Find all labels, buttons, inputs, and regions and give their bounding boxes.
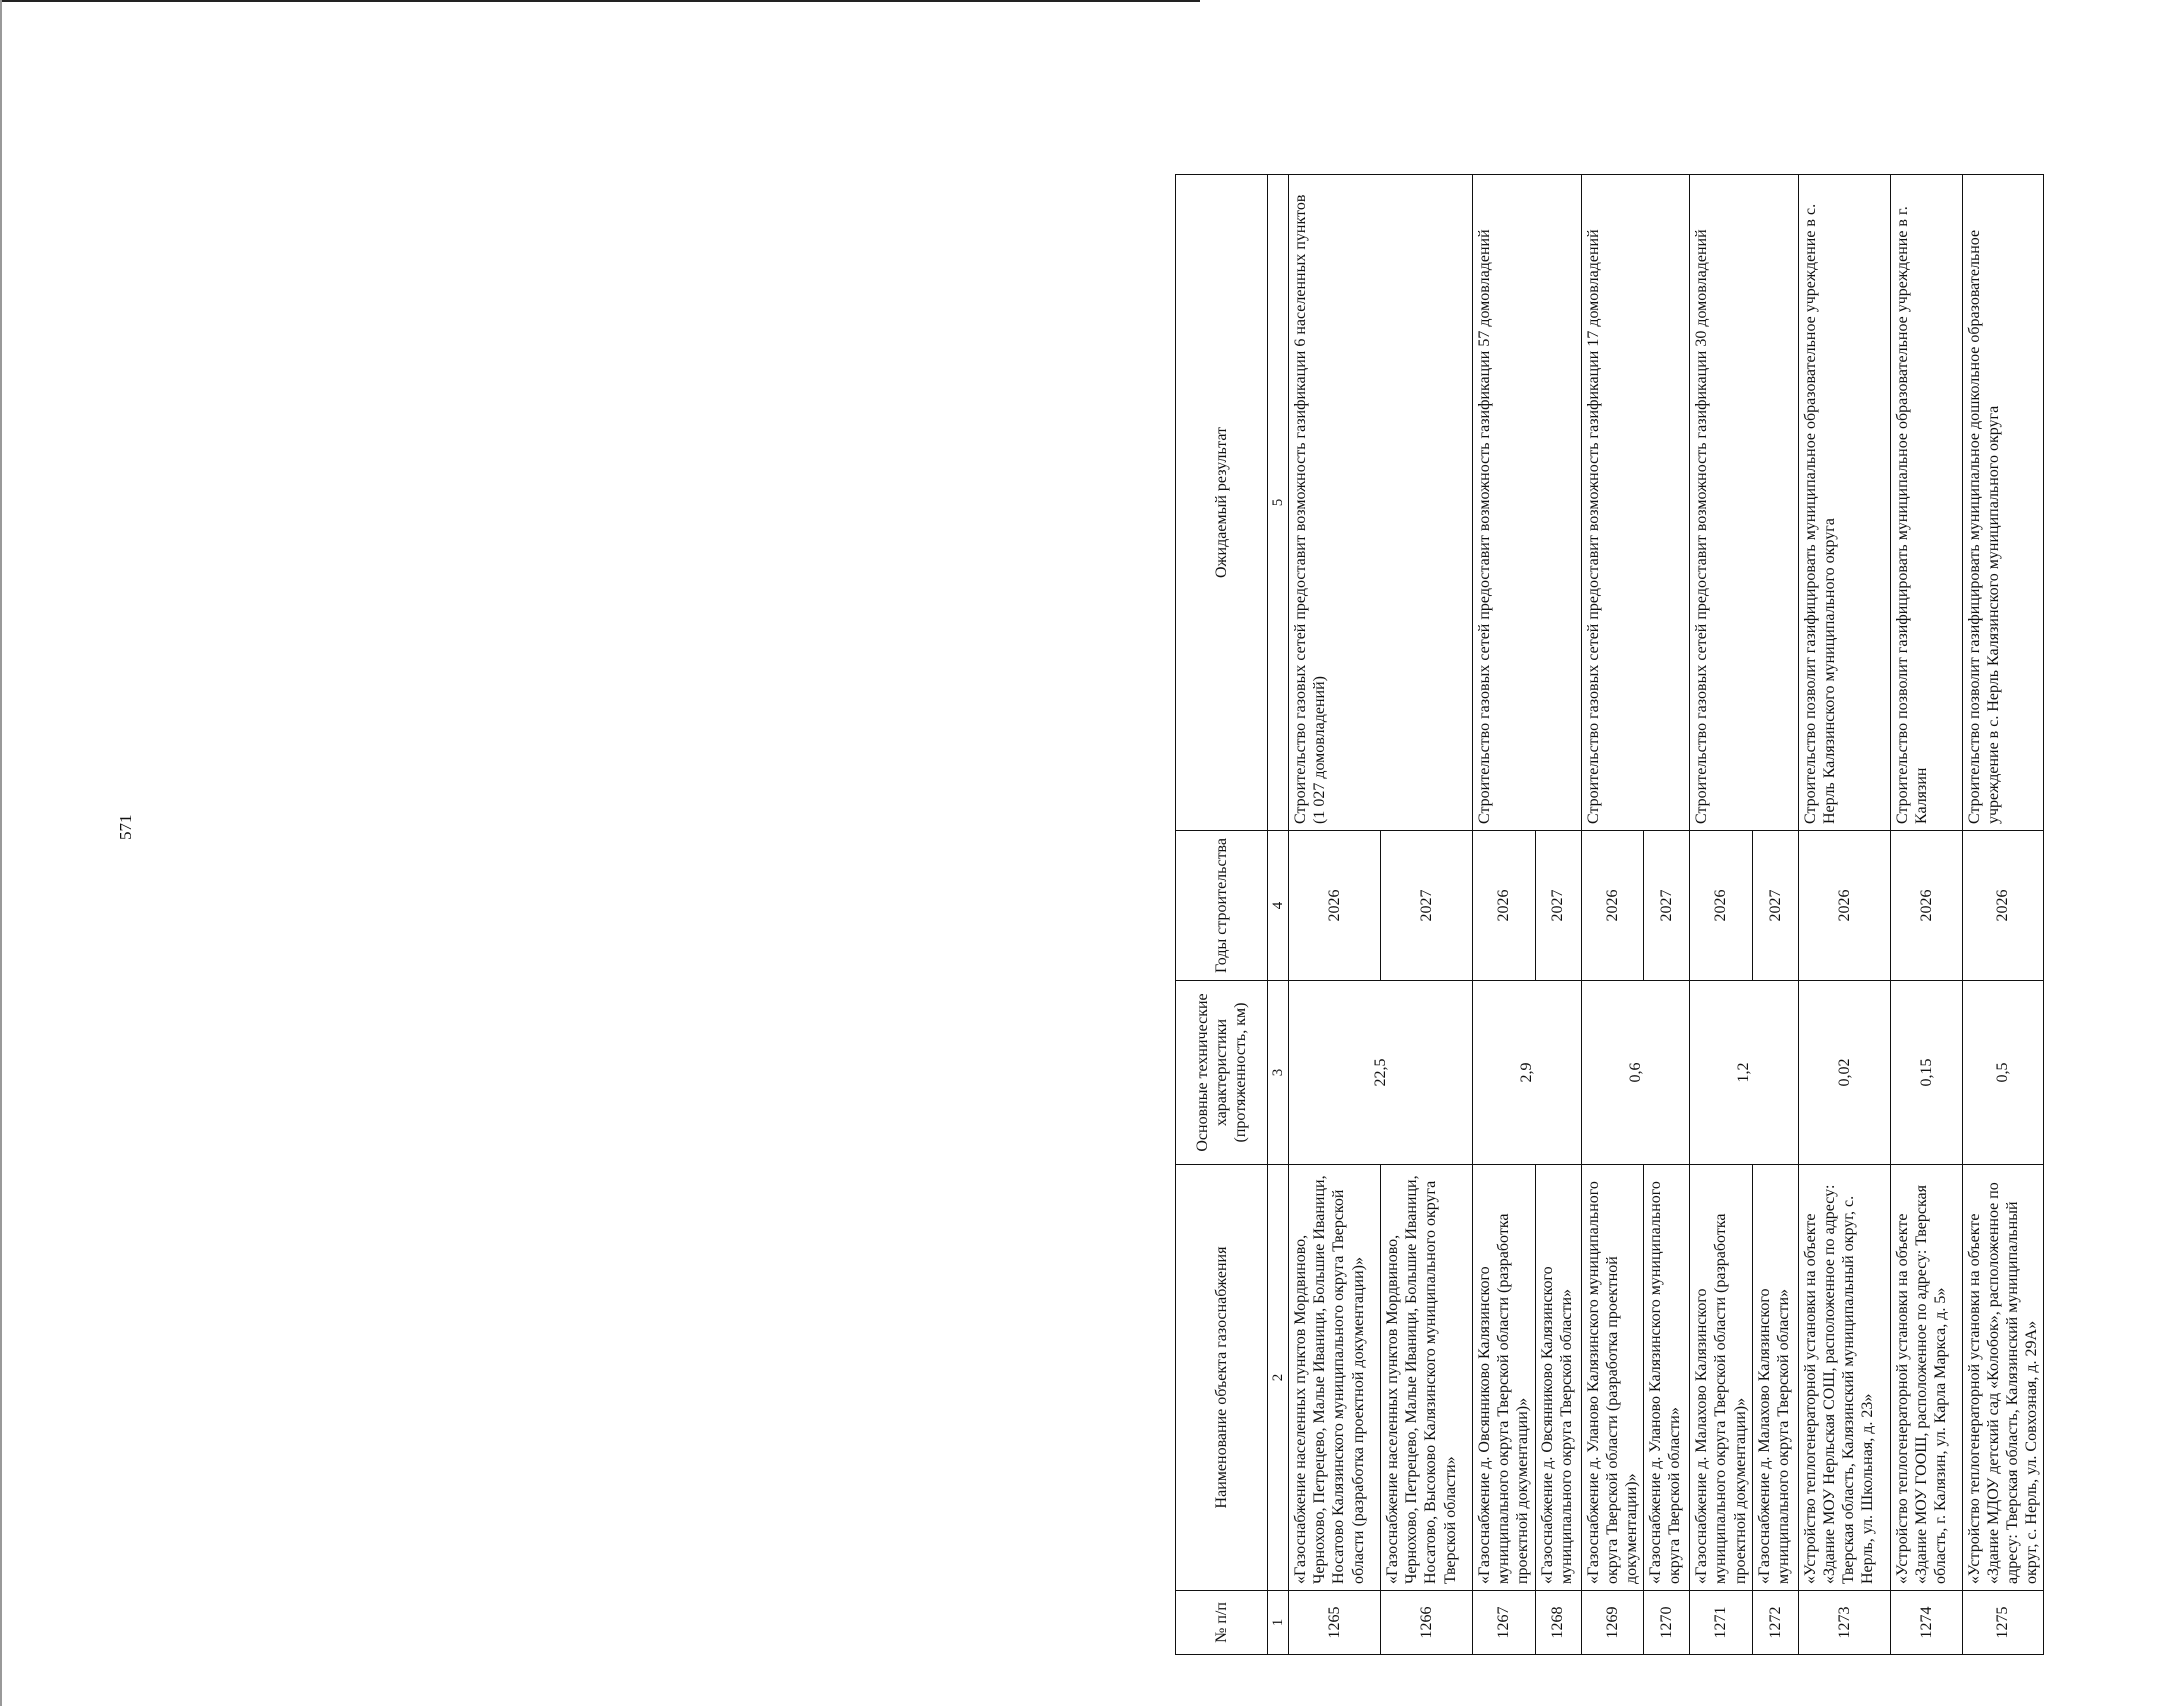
construction-year: 2026 (1890, 831, 1962, 981)
construction-year: 2026 (1473, 831, 1536, 981)
expected-result: Строительство позволит газифицировать муниципальное образовательное учреждение в с. Нерль Калязинского муниципального округа (1798, 175, 1890, 831)
table-row (1798, 175, 1890, 1655)
row-number: 1274 (1890, 1591, 1962, 1655)
expected-result: Строительство позволит газифицировать муниципальное образовательное учреждение в г. Калязин (1890, 175, 1962, 831)
column-index: 4 (1268, 831, 1289, 981)
column-index: 5 (1268, 175, 1289, 831)
construction-year: 2026 (1690, 831, 1753, 981)
row-number: 1269 (1581, 1591, 1644, 1655)
object-name: «Устройство теплогенераторной установки на объекте «Здание МОУ ГООШ, расположенное по адресу: Тверская область, г. Калязин, ул. Карла Маркса, д. 5» (1890, 1165, 1962, 1591)
object-name: «Газоснабжение д. Уланово Калязинского муниципального округа Тверской области» (1644, 1165, 1690, 1591)
row-number: 1268 (1535, 1591, 1581, 1655)
object-name: «Газоснабжение д. Малахово Калязинского муниципального округа Тверской области (разработка проектной документации)» (1690, 1165, 1753, 1591)
column-index: 1 (1268, 1591, 1289, 1655)
table-row (1690, 175, 1753, 1655)
length-value: 2,9 (1473, 981, 1582, 1165)
row-number: 1275 (1962, 1591, 2044, 1655)
construction-year: 2026 (1289, 831, 1381, 981)
column-index: 2 (1268, 1165, 1289, 1591)
object-name: «Устройство теплогенераторной установки на объекте «Здание МДОУ детский сад «Колобок», расположенное по адресу: Тверская область, Калязинский муниципальный округ, с. Нерль, ул. Совхозная, д. 29А» (1962, 1165, 2044, 1591)
construction-year: 2027 (1535, 831, 1581, 981)
construction-year: 2027 (1644, 831, 1690, 981)
length-value: 1,2 (1690, 981, 1799, 1165)
row-number: 1265 (1289, 1591, 1381, 1655)
expected-result: Строительство газовых сетей предоставит возможность газификации 30 домовладений (1690, 175, 1799, 831)
construction-year: 2026 (1581, 831, 1644, 981)
construction-year: 2027 (1381, 831, 1473, 981)
row-number: 1270 (1644, 1591, 1690, 1655)
row-number: 1272 (1752, 1591, 1798, 1655)
construction-year: 2026 (1798, 831, 1890, 981)
object-name: «Газоснабжение населенных пунктов Мордвиново, Чернохово, Петрецево, Малые Иваници, Большие Иваници, Носатово, Высоково Калязинского муниципального округа Тверской области» (1381, 1165, 1473, 1591)
row-number: 1267 (1473, 1591, 1536, 1655)
object-name: «Газоснабжение д. Овсянниково Калязинского муниципального округа Тверской области» (1535, 1165, 1581, 1591)
object-name: «Газоснабжение д. Малахово Калязинского муниципального округа Тверской области» (1752, 1165, 1798, 1591)
object-name: «Газоснабжение населенных пунктов Мордвиново, Чернохово, Петрецево, Малые Иваници, Большие Иваници, Носатово Калязинского муниципального округа Тверской области (разработка проектной документации)» (1289, 1165, 1381, 1591)
table-row (1289, 175, 1381, 1655)
row-number: 1271 (1690, 1591, 1753, 1655)
object-name: «Газоснабжение д. Овсянниково Калязинского муниципального округа Тверской области (разработка проектной документации)» (1473, 1165, 1536, 1591)
construction-year: 2027 (1752, 831, 1798, 981)
gas-supply-table (1175, 174, 2044, 1655)
scan-edge-top (0, 0, 1200, 2)
expected-result: Строительство газовых сетей предоставит возможность газификации 6 населенных пунктов (1 027 домовладений) (1289, 175, 1473, 831)
table-row (1473, 175, 1536, 1655)
object-name: «Газоснабжение д. Уланово Калязинского муниципального округа Тверской области (разработка проектной документации)» (1581, 1165, 1644, 1591)
length-value: 0,5 (1962, 981, 2044, 1165)
length-value: 0,6 (1581, 981, 1690, 1165)
column-index-row (1268, 175, 1289, 1655)
length-value: 22,5 (1289, 981, 1473, 1165)
expected-result: Строительство позволит газифицировать муниципальное дошкольное образовательное учреждение в с. Нерль Калязинского муниципального округа (1962, 175, 2044, 831)
table-header-row (1176, 175, 1268, 1655)
construction-year: 2026 (1962, 831, 2044, 981)
table-row (1581, 175, 1644, 1655)
row-number: 1266 (1381, 1591, 1473, 1655)
scan-edge-left (0, 0, 2, 1706)
header-result: Ожидаемый результат (1176, 175, 1268, 831)
length-value: 0,02 (1798, 981, 1890, 1165)
column-index: 3 (1268, 981, 1289, 1165)
row-number: 1273 (1798, 1591, 1890, 1655)
rotated-table-sheet (1175, 175, 2175, 1655)
length-value: 0,15 (1890, 981, 1962, 1165)
header-years: Годы строительства (1176, 831, 1268, 981)
header-object-name: Наименование объекта газоснабжения (1176, 1165, 1268, 1591)
object-name: «Устройство теплогенераторной установки на объекте «Здание МОУ Нерльская СОШ, расположенное по адресу: Тверская область, Калязинский муниципальный округ, с. Нерль, ул. Школьная, д. 23» (1798, 1165, 1890, 1591)
page-number: 571 (116, 814, 135, 840)
table-row (1962, 175, 2044, 1655)
expected-result: Строительство газовых сетей предоставит возможность газификации 17 домовладений (1581, 175, 1690, 831)
table-row (1890, 175, 1962, 1655)
header-number: № п/п (1176, 1591, 1268, 1655)
expected-result: Строительство газовых сетей предоставит возможность газификации 57 домовладений (1473, 175, 1582, 831)
header-characteristics: Основные технические характеристики (протяженность, км) (1176, 981, 1268, 1165)
